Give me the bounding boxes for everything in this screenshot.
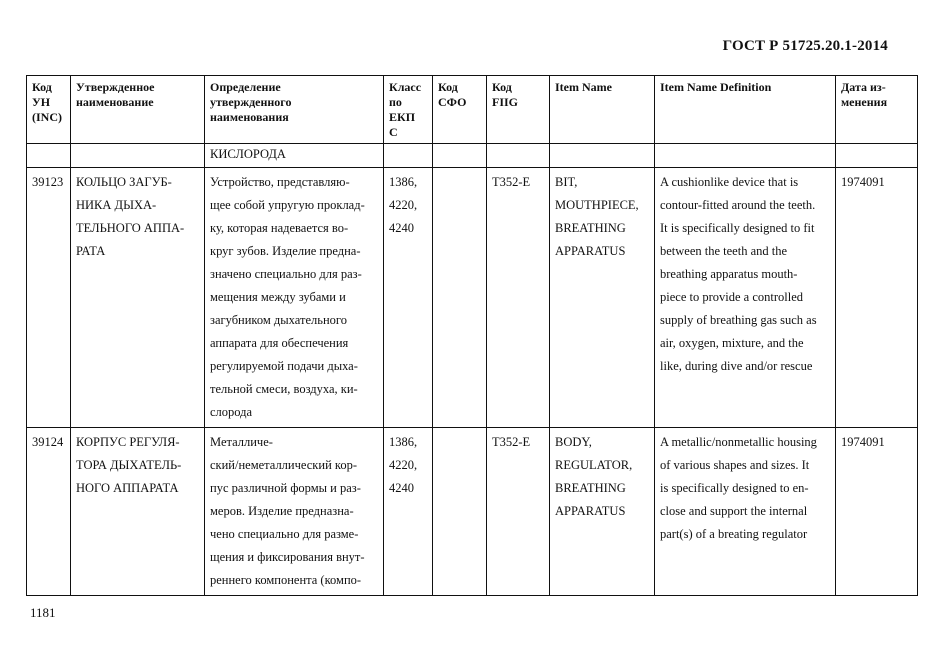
cell-line: аппарата для обеспечения <box>210 336 349 350</box>
cell-line: загубником дыхательного <box>210 313 347 327</box>
sfo-code-cell <box>433 428 487 596</box>
inc-cell <box>27 168 71 428</box>
cell-line: between the teeth and the <box>660 244 788 258</box>
cell-line: part(s) of a breating regulator <box>660 527 808 541</box>
cell-line: КОЛЬЦО ЗАГУБ- <box>76 175 172 189</box>
cell-line: ТОРА ДЫХАТЕЛЬ- <box>76 458 182 472</box>
cell-line: BIT, <box>555 175 578 189</box>
header-line: FIIG <box>492 95 519 109</box>
header-line: Код <box>32 80 52 94</box>
inc-cell <box>27 428 71 596</box>
cell-line: ку, которая надевается во- <box>210 221 349 235</box>
header-line: С <box>389 125 398 139</box>
header-definition <box>205 76 384 144</box>
cell-line: is specifically designed to en- <box>660 481 809 495</box>
cell-line: чено специально для разме- <box>210 527 359 541</box>
header-line: Дата из- <box>841 80 886 94</box>
header-fiig-code <box>487 76 550 144</box>
header-line: Код <box>438 80 458 94</box>
cell-line: 4220, <box>389 458 418 472</box>
page-number: 1181 <box>30 605 56 620</box>
header-line: Утвержденное <box>76 80 155 94</box>
cell-line: 4220, <box>389 198 418 212</box>
continuation-text: КИСЛОРОДА <box>205 144 384 168</box>
header-line: утвержденного <box>210 95 292 109</box>
cell-line: A metallic/nonmetallic housing <box>660 435 817 449</box>
cell-line: щения и фиксирования внут- <box>210 550 365 564</box>
header-line: (INC) <box>32 110 62 124</box>
cell-line: breathing apparatus mouth- <box>660 267 798 281</box>
definition-cell <box>205 428 384 596</box>
cell-value: T352-E <box>492 435 531 449</box>
cell-line: APPARATUS <box>555 504 626 518</box>
cell-line: of various shapes and sizes. It <box>660 458 810 472</box>
change-date-cell <box>836 428 918 596</box>
cell-value: 1974091 <box>841 435 885 449</box>
cell-line: НОГО АППАРАТА <box>76 481 179 495</box>
item-definition-cell <box>655 428 836 596</box>
table-row <box>27 428 918 596</box>
cell-line: like, during dive and/or rescue <box>660 359 813 373</box>
cell-value: 39124 <box>32 435 64 449</box>
cell-line: РАТА <box>76 244 106 258</box>
header-row <box>27 76 918 144</box>
header-line: Item Name <box>555 80 612 94</box>
header-line: Код <box>492 80 512 94</box>
cell-line: слорода <box>210 405 253 419</box>
cell-line: тельной смеси, воздуха, ки- <box>210 382 358 396</box>
fiig-code-cell <box>487 428 550 596</box>
header-sfo-code <box>433 76 487 144</box>
header-change-date <box>836 76 918 144</box>
cell-line: BODY, <box>555 435 592 449</box>
item-name-cell <box>550 428 655 596</box>
ekps-class-cell <box>384 428 433 596</box>
item-name-cell <box>550 168 655 428</box>
cell-line: мещения между зубами и <box>210 290 346 304</box>
header-line: наименования <box>210 110 289 124</box>
continuation-row <box>27 144 918 168</box>
document-code: ГОСТ Р 51725.20.1-2014 <box>722 38 888 54</box>
cell-line: piece to provide a controlled <box>660 290 803 304</box>
cell-value: T352-E <box>492 175 531 189</box>
header-ekps-class <box>384 76 433 144</box>
cell-line: реннего компонента (компо- <box>210 573 362 587</box>
cell-line: ТЕЛЬНОГО АППА- <box>76 221 185 235</box>
definition-cell <box>205 168 384 428</box>
header-line: УН <box>32 95 51 109</box>
header-approved-name <box>71 76 205 144</box>
fiig-code-cell <box>487 168 550 428</box>
table-row <box>27 168 918 428</box>
cell-line: REGULATOR, <box>555 458 633 472</box>
cell-line: MOUTHPIECE, <box>555 198 639 212</box>
header-line: Item Name Definition <box>660 80 772 94</box>
cell-line: Металличе- <box>210 435 273 449</box>
header-item-definition <box>655 76 836 144</box>
cell-line: 4240 <box>389 481 414 495</box>
cell-line: круг зубов. Изделие предна- <box>210 244 361 258</box>
nomenclature-table <box>26 75 918 596</box>
sfo-code-cell <box>433 168 487 428</box>
header-inc <box>27 76 71 144</box>
cell-line: пус различной формы и раз- <box>210 481 361 495</box>
header-line: по <box>389 95 402 109</box>
header-line: наименование <box>76 95 154 109</box>
cell-line: 1386, <box>389 435 418 449</box>
approved-name-cell <box>71 168 205 428</box>
header-line: ЕКП <box>389 110 416 124</box>
cell-line: значено специально для раз- <box>210 267 362 281</box>
header-line: СФО <box>438 95 467 109</box>
cell-line: APPARATUS <box>555 244 626 258</box>
cell-line: air, oxygen, mixture, and the <box>660 336 804 350</box>
cell-line: supply of breathing gas such as <box>660 313 817 327</box>
cell-value: 1974091 <box>841 175 885 189</box>
approved-name-cell <box>71 428 205 596</box>
cell-line: ский/неметаллический кор- <box>210 458 357 472</box>
change-date-cell <box>836 168 918 428</box>
header-line: менения <box>841 95 888 109</box>
cell-line: щее собой упругую проклад- <box>210 198 365 212</box>
cell-line: меров. Изделие предназна- <box>210 504 354 518</box>
item-definition-cell <box>655 168 836 428</box>
cell-line: 1386, <box>389 175 418 189</box>
cell-line: Устройство, представляю- <box>210 175 350 189</box>
cell-line: close and support the internal <box>660 504 808 518</box>
cell-line: It is specifically designed to fit <box>660 221 815 235</box>
header-line: Класс <box>389 80 422 94</box>
header-item-name <box>550 76 655 144</box>
cell-value: 39123 <box>32 175 64 189</box>
cell-line: BREATHING <box>555 481 626 495</box>
cell-line: КОРПУС РЕГУЛЯ- <box>76 435 180 449</box>
header-line: Определение <box>210 80 281 94</box>
cell-line: BREATHING <box>555 221 626 235</box>
ekps-class-cell <box>384 168 433 428</box>
cell-line: contour-fitted around the teeth. <box>660 198 816 212</box>
cell-line: НИКА ДЫХА- <box>76 198 157 212</box>
cell-line: 4240 <box>389 221 414 235</box>
cell-line: регулируемой подачи дыха- <box>210 359 358 373</box>
cell-line: A cushionlike device that is <box>660 175 799 189</box>
